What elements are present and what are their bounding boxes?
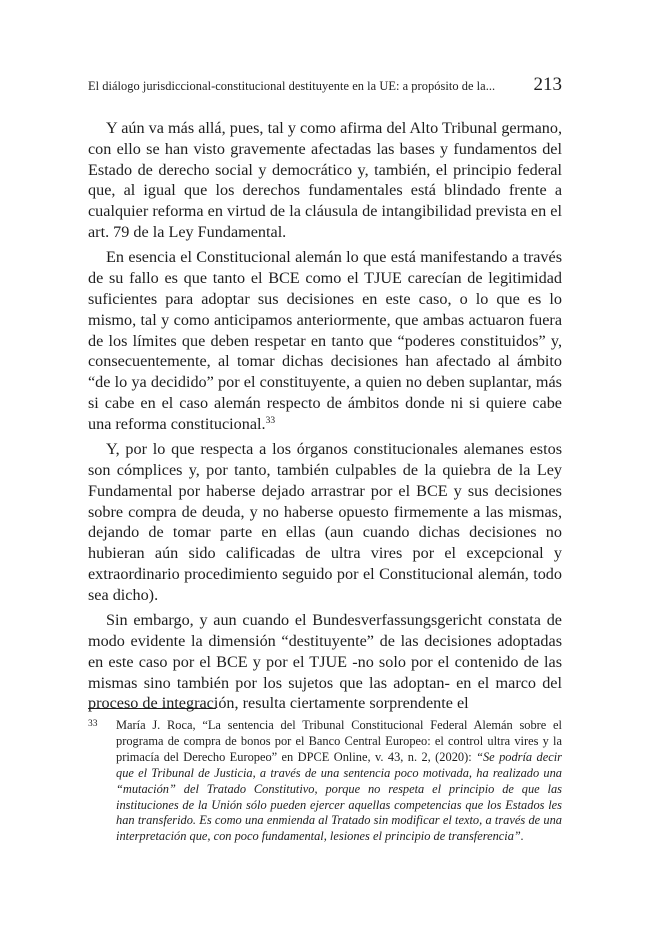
footnote-reference[interactable]: 33 bbox=[265, 415, 276, 426]
body-text bbox=[88, 118, 562, 719]
footnote-quote: “Se podría decir que el Tribunal de Justicia, a través de una sentencia poco motivada, ha realizado una “mutación” del Tratado Constitutivo, porque no respeta el principio de que las instituciones de la Unión sólo pueden ejercer aquellas competencias que los Estados les han transferido. Es como una enmienda al Tratado sin modificar el texto, a través de una interpretación que, con poco fundamental, lesiones el principio de transferencia”. bbox=[116, 749, 562, 844]
running-header bbox=[88, 74, 562, 100]
paragraph-2-text: En esencia el Constitucional alemán lo que está manifestando a través de su fallo es que tanto el BCE como el TJUE carecían de legitimidad suficientes para adoptar sus decisiones en este caso, o lo que es lo mismo, tal y como anticipamos anteriormente, que ambas actuaron fuera de los límites que deben respetar en tanto que “poderes constituidos” y, consecuentemente, al tomar dichas decisiones han afectado al ámbito “de lo ya decidido” por el constituyente, a quien no deben suplantar, más si cabe en el caso alemán respecto de ámbitos donde ni si quiere cabe una reforma constitucional. bbox=[88, 248, 562, 433]
footnote-number: 33 bbox=[88, 719, 98, 729]
paragraph-3: Y, por lo que respecta a los órganos constitucionales alemanes estos son cómplices y, por tanto, también culpables de la quiebra de la Ley Fundamental por haberse dejado arrastrar por el BCE y sus decisiones sobre compra de deuda, y no haberse opuesto firmemente a las mismas, dejando de tomar parte en ellas (aun cuando dichas decisiones no hubieran aún sido calificadas de ultra vires por el excepcional y extraordinario procedimiento seguido por el Constitucional alemán, todo sea dicho). bbox=[88, 440, 562, 604]
footnote-text bbox=[116, 718, 562, 845]
footnote bbox=[88, 718, 562, 845]
page-number: 213 bbox=[533, 74, 562, 95]
footnote-citation: María J. Roca, “La sentencia del Tribunal Constitucional Federal Alemán sobre el programa de compra de bonos por el Banco Central Europeo: el control ultra vires y la primacía del Derecho Europeo” en DPCE Online, v. 43, n. 2, (2020): bbox=[116, 718, 562, 764]
paragraph-1: Y aún va más allá, pues, tal y como afirma del Alto Tribunal germano, con ello se han visto gravemente afectadas las bases y fundamentos del Estado de derecho social y democrático y, también, el principio federal que, al igual que los derechos fundamentales está blindado frente a cualquier reforma en virtud de la cláusula de intangibilidad prevista en el art. 79 de la Ley Fundamental. bbox=[88, 119, 562, 241]
paragraph-4: Sin embargo, y aun cuando el Bundesverfassungsgericht constata de modo evidente la dimensión “destituyente” de las decisiones adoptadas en este caso por el BCE y por el TJUE -no solo por el contenido de las mismas sino también por los sujetos que las adoptan- en el marco del proceso de integración, resulta ciertamente sorprendente el bbox=[88, 611, 562, 713]
running-title: El diálogo jurisdiccional-constitucional destituyente en la UE: a propósito de la... bbox=[88, 79, 496, 93]
footnote-divider bbox=[88, 708, 216, 709]
paragraph-2 bbox=[88, 247, 562, 434]
